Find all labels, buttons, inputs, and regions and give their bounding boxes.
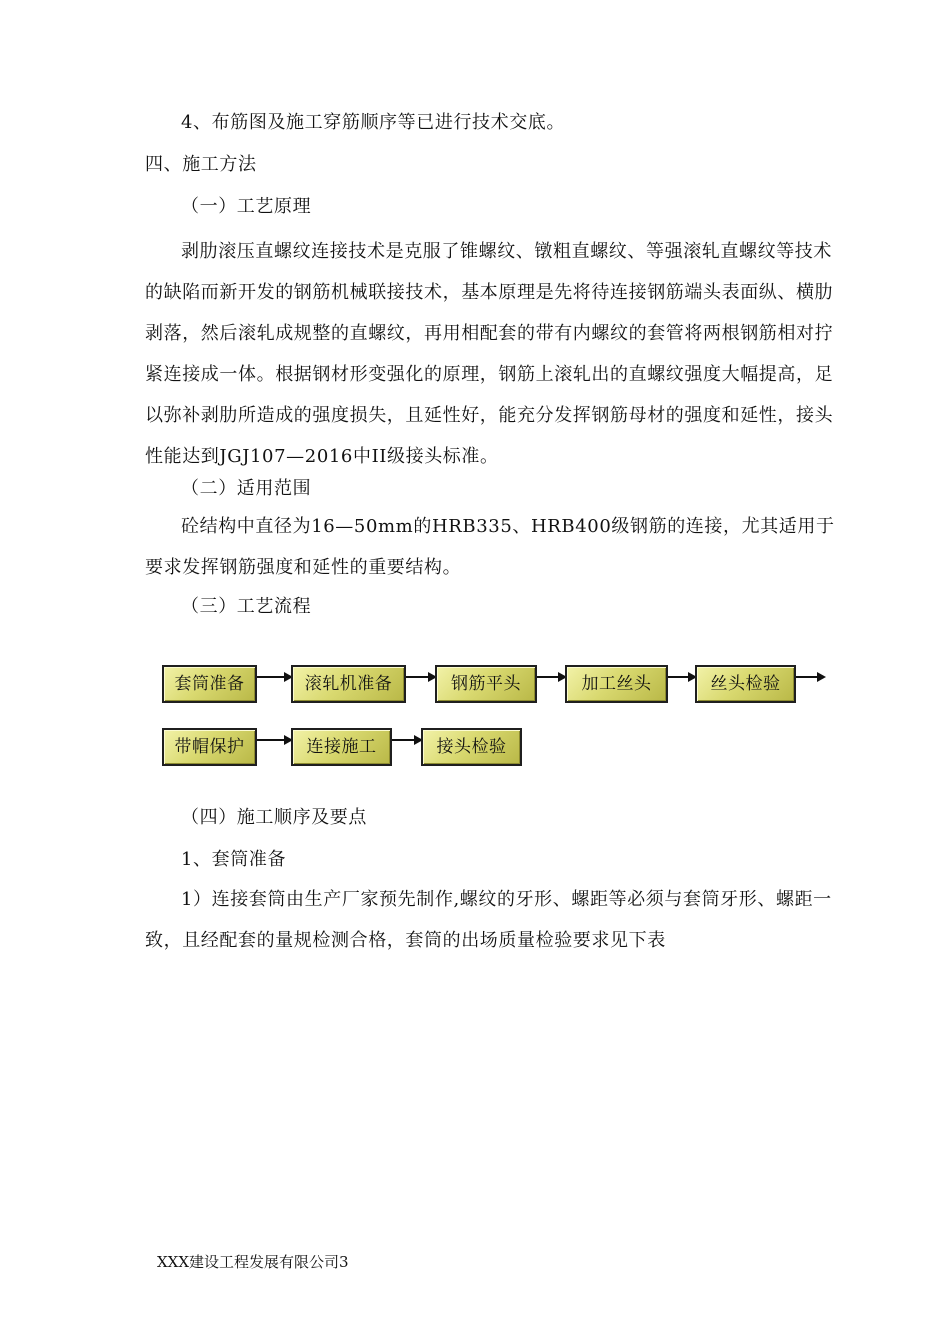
step-1-sleeve-prep: 1、套筒准备 [181, 849, 287, 870]
flow-arrow [257, 739, 291, 741]
subheading-process-flow: （三）工艺流程 [181, 596, 312, 617]
flow-step-joint-inspection: 接头检验 [421, 728, 522, 766]
flow-step-connection: 连接施工 [291, 728, 392, 766]
section-heading-construction-method: 四、施工方法 [145, 154, 257, 175]
paragraph-sleeve-requirements: 1）连接套筒由生产厂家预先制作,螺纹的牙形、螺距等必须与套筒牙形、螺距一致，且经配套的量规检测合格，套筒的出场质量检验要求见下表 [145, 889, 832, 951]
flow-step-thread-inspection: 丝头检验 [695, 665, 796, 703]
flow-step-sleeve-prep: 套筒准备 [162, 665, 257, 703]
flow-step-roller-prep: 滚轧机准备 [291, 665, 406, 703]
flow-step-rebar-flat-end: 钢筋平头 [435, 665, 537, 703]
paragraph-process-principle: 剥肋滚压直螺纹连接技术是克服了锥螺纹、镦粗直螺纹、等强滚轧直螺纹等技术的缺陷而新开发的钢筋机械联接技术，基本原理是先将待连接钢筋端头表面纵、横肋剥落，然后滚轧成规整的直螺纹，再用相配套的带有内螺纹的套管将两根钢筋相对拧紧连接成一体。根据钢材形变强化的原理，钢筋上滚轧出的直螺纹强度大幅提高，足以弥补剥肋所造成的强度损失，且延性好，能充分发挥钢筋母材的强度和延性，接头性能达到JGJ107—2016中II级接头标准。 [145, 241, 834, 467]
paragraph-scope: 砼结构中直径为16—50mm的HRB335、HRB400级钢筋的连接，尤其适用于要求发挥钢筋强度和延性的重要结构。 [145, 516, 835, 578]
subheading-construction-sequence: （四）施工顺序及要点 [181, 807, 367, 828]
flow-arrow [392, 739, 421, 741]
item-4-line: 4、布筋图及施工穿筋顺序等已进行技术交底。 [181, 112, 566, 133]
subheading-process-principle: （一）工艺原理 [181, 196, 312, 217]
flow-arrow [257, 676, 291, 678]
flow-arrow [537, 676, 565, 678]
flow-arrow [668, 676, 695, 678]
flow-arrow-continue [796, 676, 824, 678]
flow-step-thread-machining: 加工丝头 [565, 665, 668, 703]
flow-arrow [406, 676, 435, 678]
page-footer: XXX建设工程发展有限公司3 [157, 1253, 349, 1271]
flow-step-cap-protection: 带帽保护 [162, 728, 257, 766]
subheading-scope: （二）适用范围 [181, 478, 312, 499]
